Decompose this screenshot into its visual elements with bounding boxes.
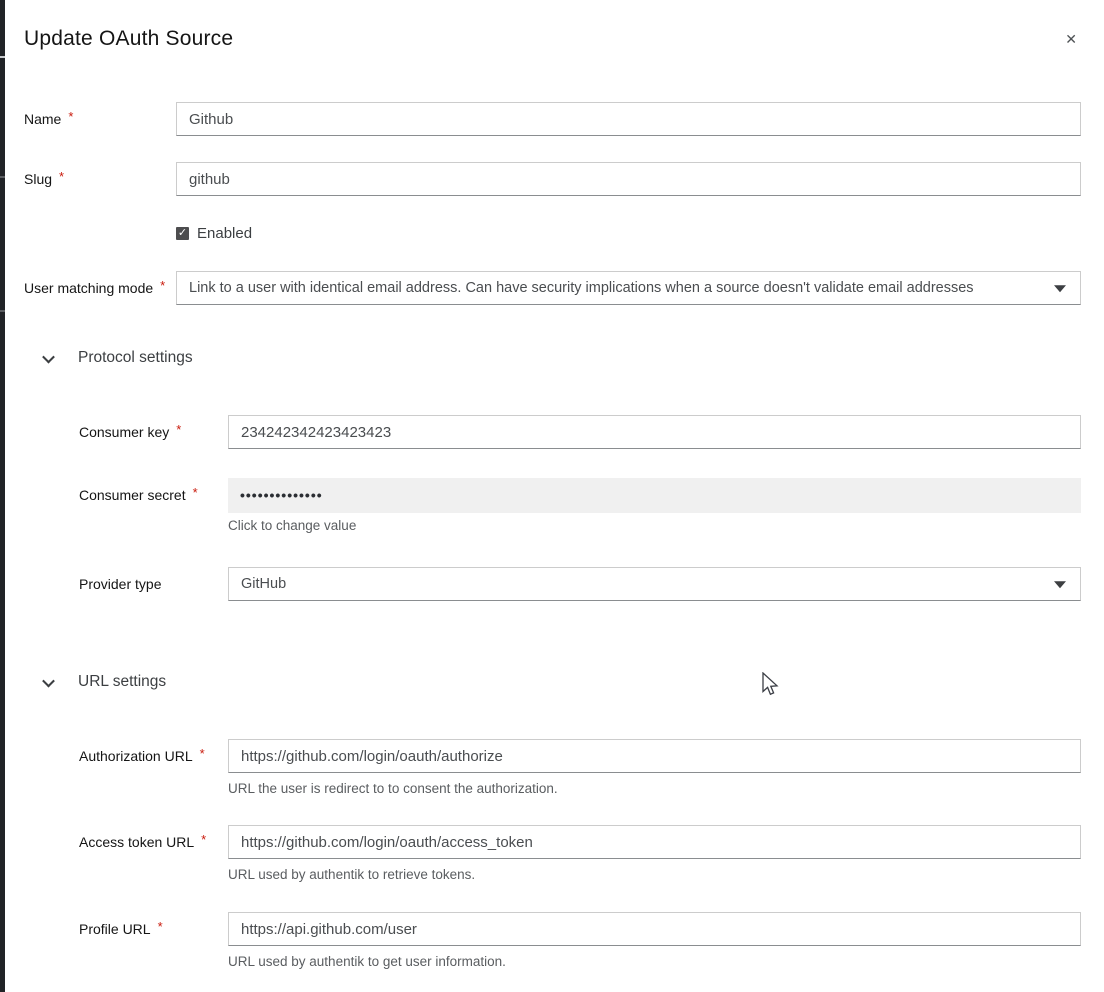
name-input[interactable] — [176, 102, 1081, 136]
chevron-down-icon — [1054, 285, 1066, 292]
authorization-url-label-cell — [79, 739, 228, 773]
slug-control-cell — [176, 162, 1081, 196]
form-row-enabled — [24, 225, 1081, 241]
name-label-cell — [24, 102, 176, 136]
access-token-url-helper-text: URL used by authentik to retrieve tokens. — [228, 867, 476, 882]
form-row-consumer-secret — [79, 478, 1081, 533]
url-settings-section-header[interactable] — [44, 673, 1081, 691]
form-row-profile-url — [79, 912, 1081, 969]
form-row-provider-type — [79, 567, 1081, 601]
access-token-url-control-cell — [228, 825, 1081, 882]
slug-label-cell — [24, 162, 176, 196]
protocol-settings-title: Protocol settings — [78, 349, 193, 366]
form-row-access-token-url — [79, 825, 1081, 882]
page-title: Update OAuth Source — [24, 27, 234, 50]
chevron-down-icon[interactable] — [42, 674, 55, 687]
profile-url-input[interactable] — [228, 912, 1081, 946]
required-asterisk: * — [176, 421, 182, 437]
consumer-key-input[interactable] — [228, 415, 1081, 449]
modal-header — [24, 26, 1081, 51]
chevron-down-icon — [1054, 581, 1066, 588]
access-token-url-input[interactable] — [228, 825, 1081, 859]
enabled-checkbox[interactable]: ✓ — [177, 226, 188, 239]
consumer-key-control-cell — [228, 415, 1081, 449]
name-control-cell — [176, 102, 1081, 136]
consumer-key-label-cell — [79, 415, 228, 449]
authorization-url-control-cell — [228, 739, 1081, 796]
consumer-key-label: Consumer key — [79, 424, 170, 440]
name-label: Name — [24, 111, 62, 127]
authorization-url-input[interactable] — [228, 739, 1081, 773]
user-matching-mode-selected-option: Link to a user with identical email address. Can have security implications when a source doesn't validate email addresses — [189, 280, 974, 296]
profile-url-label: Profile URL — [79, 921, 151, 937]
required-asterisk: * — [192, 484, 198, 500]
protocol-settings-section-header[interactable] — [44, 349, 1081, 367]
consumer-secret-label-cell — [79, 478, 228, 512]
required-asterisk: * — [68, 108, 74, 124]
slug-input[interactable] — [176, 162, 1081, 196]
chevron-down-icon[interactable] — [42, 350, 55, 363]
form-row-user-matching-mode — [24, 271, 1081, 305]
form-row-slug — [24, 162, 1081, 196]
profile-url-control-cell — [228, 912, 1081, 969]
consumer-secret-helper-text: Click to change value — [228, 518, 357, 533]
update-oauth-source-modal — [5, 0, 1104, 992]
form-row-authorization-url — [79, 739, 1081, 796]
slug-label: Slug — [24, 171, 53, 187]
profile-url-helper-text: URL used by authentik to get user information. — [228, 954, 506, 969]
close-icon[interactable]: ✕ — [1061, 30, 1081, 48]
provider-type-label-cell — [79, 567, 228, 601]
required-asterisk: * — [160, 277, 166, 293]
enabled-label-spacer — [24, 225, 176, 241]
consumer-secret-control-cell — [228, 478, 1081, 533]
consumer-secret-field[interactable] — [228, 478, 1081, 513]
required-asterisk: * — [199, 745, 205, 761]
form-row-name — [24, 102, 1081, 136]
profile-url-label-cell — [79, 912, 228, 946]
user-matching-mode-select[interactable] — [176, 271, 1081, 305]
provider-type-control-cell — [228, 567, 1081, 601]
user-matching-mode-label-cell — [24, 271, 176, 305]
access-token-url-label-cell — [79, 825, 228, 859]
user-matching-mode-label: User matching mode — [24, 280, 154, 296]
authorization-url-helper-text: URL the user is redirect to to consent the authorization. — [228, 781, 558, 796]
authorization-url-label: Authorization URL — [79, 748, 193, 764]
enabled-checkbox-label[interactable]: Enabled — [197, 224, 253, 242]
access-token-url-label: Access token URL — [79, 834, 195, 850]
required-asterisk: * — [157, 918, 163, 934]
provider-type-label: Provider type — [79, 576, 162, 592]
required-asterisk: * — [59, 168, 65, 184]
provider-type-select[interactable] — [228, 567, 1081, 601]
user-matching-mode-control-cell — [176, 271, 1081, 305]
form-row-consumer-key — [79, 415, 1081, 449]
required-asterisk: * — [201, 831, 207, 847]
consumer-secret-masked-value: •••••••••••••• — [240, 486, 323, 503]
consumer-secret-label: Consumer secret — [79, 487, 186, 503]
protocol-settings-body — [79, 415, 1081, 601]
url-settings-body — [79, 739, 1081, 969]
provider-type-selected-option: GitHub — [241, 576, 287, 592]
url-settings-title: URL settings — [78, 673, 167, 690]
enabled-control-cell — [176, 225, 1081, 241]
